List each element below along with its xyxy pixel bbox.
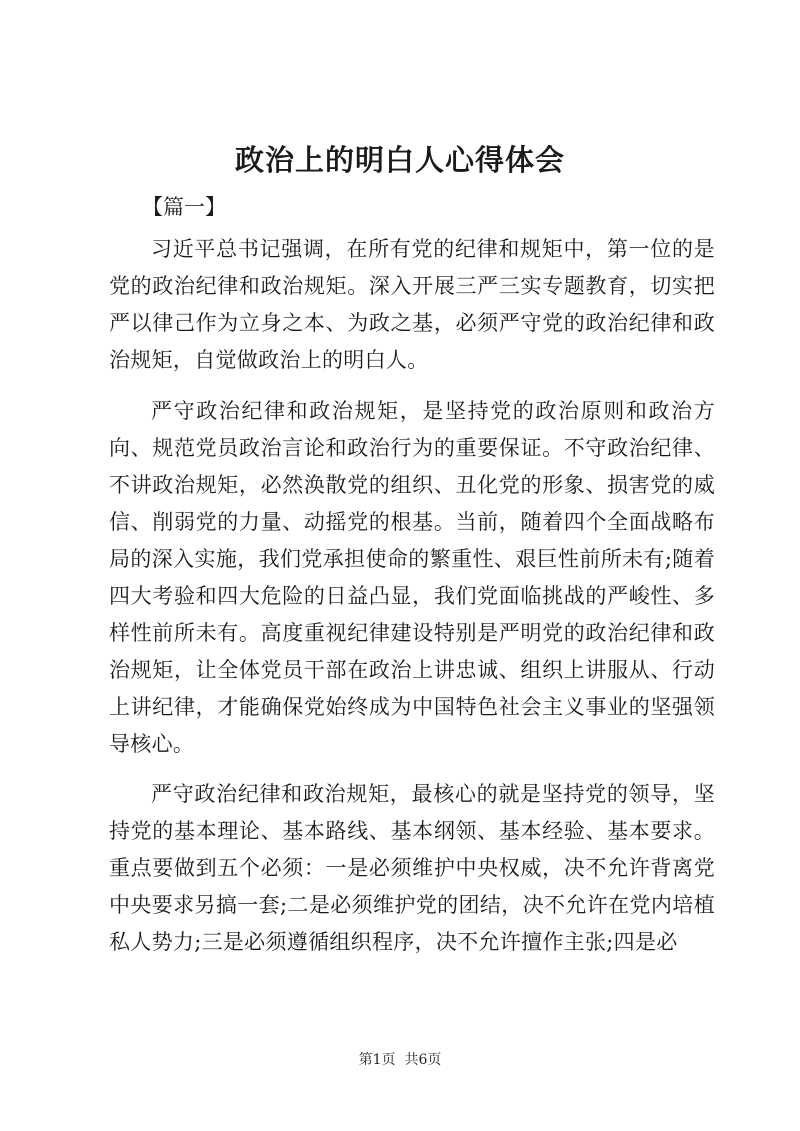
paragraph-2: 严守政治纪律和政治规矩，是坚持党的政治原则和政治方向、规范党员政治言论和政治行为的重要保证。不守政治纪律、不讲政治规矩，必然涣散党的组织、丑化党的形象、损害党的威信、削弱党的力量、动摇党的根基。当前，随着四个全面战略布局的深入实施，我们党承担使命的繁重性、艰巨性前所未有;随着四大考验和四大危险的日益凸显，我们党面临挑战的严峻性、多样性前所未有。高度重视纪律建设特别是严明党的政治纪律和政治规矩，让全体党员干部在政治上讲忠诚、组织上讲服从、行动上讲纪律，才能确保党始终成为中国特色社会主义事业的坚强领导核心。 xyxy=(109,399,715,756)
page-total: 共6页 xyxy=(404,1052,442,1068)
section-label: 【篇一】 xyxy=(142,195,226,219)
paragraph-3: 严守政治纪律和政治规矩，最核心的就是坚持党的领导，坚持党的基本理论、基本路线、基本纲领、基本经验、基本要求。重点要做到五个必须：一是必须维护中央权威，决不允许背离党中央要求另搞一套;二是必须维护党的团结，决不允许在党内培植私人势力;三是必须遵循组织程序，决不允许擅作主张;四是必 xyxy=(109,782,715,954)
paragraph-1: 习近平总书记强调，在所有党的纪律和规矩中，第一位的是党的政治纪律和政治规矩。深入开展三严三实专题教育，切实把严以律己作为立身之本、为政之基，必须严守党的政治纪律和政治规矩，自觉做政治上的明白人。 xyxy=(109,237,715,372)
page-number: 第1页 xyxy=(358,1052,396,1068)
page-footer xyxy=(0,1050,800,1070)
document-body xyxy=(109,231,715,961)
page-title: 政治上的明白人心得体会 xyxy=(234,143,565,177)
